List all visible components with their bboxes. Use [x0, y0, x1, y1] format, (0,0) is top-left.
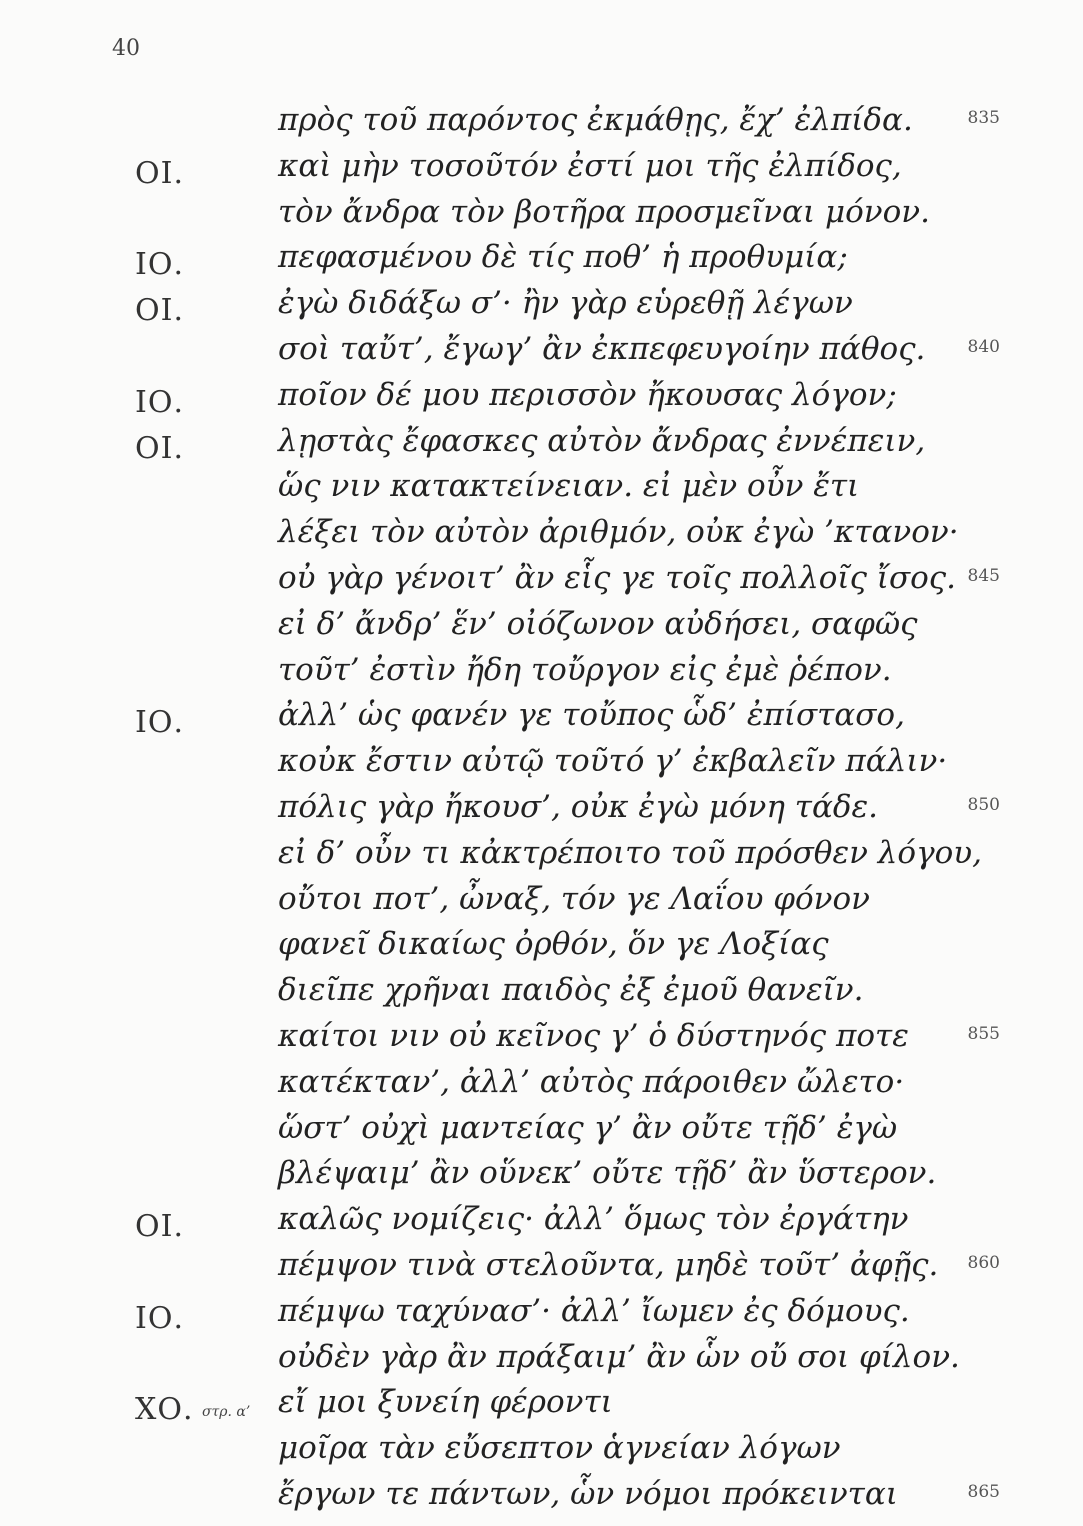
speaker-label: ΟΙ. — [135, 155, 184, 191]
verse-line: εἰ δ’ οὖν τι κἀκτρέποιτο τοῦ πρόσθεν λόγου, — [278, 834, 982, 871]
verse-line: οὐδὲν γὰρ ἂν πράξαιμ’ ἂν ὧν οὔ σοι φίλον. — [278, 1338, 960, 1375]
line-number: 855 — [967, 1024, 1000, 1044]
verse-line: οὔτοι ποτ’, ὦναξ, τόν γε Λαΐου φόνον — [278, 880, 871, 917]
verse-row — [0, 1382, 1083, 1434]
speaker-label: ΙΟ. — [135, 705, 184, 741]
speaker-label: ΙΟ. — [135, 1300, 184, 1336]
verse-row — [0, 329, 1083, 381]
verse-row — [0, 1062, 1083, 1114]
verse-row — [0, 1474, 1083, 1526]
verse-line: μοῖρα τὰν εὔσεπτον ἁγνείαν λόγων — [278, 1430, 841, 1467]
page-number: 40 — [112, 36, 140, 61]
verse-line: ὥστ’ οὐχὶ μαντείας γ’ ἂν οὔτε τῇδ’ ἐγὼ — [278, 1109, 898, 1146]
verse-line: πρὸς τοῦ παρόντος ἐκμάθῃς, ἔχ’ ἐλπίδα. — [278, 102, 913, 138]
line-number: 850 — [967, 795, 1000, 815]
verse-row — [0, 787, 1083, 839]
speaker-label: ΟΙ. — [135, 430, 184, 466]
speaker-label: ΙΟ. — [135, 384, 184, 420]
verse-line: βλέψαιμ’ ἂν οὕνεκ’ οὔτε τῇδ’ ἂν ὕστερον. — [278, 1155, 937, 1192]
verse-row — [0, 421, 1083, 473]
verse-row — [0, 1108, 1083, 1160]
meter-label: στρ. α’ — [202, 1404, 251, 1421]
speaker-label: ΙΟ. — [135, 247, 184, 283]
verse-row — [0, 237, 1083, 289]
verse-line: ὥς νιν κατακτείνειαν. εἰ μὲν οὖν ἔτι — [278, 468, 860, 505]
speaker-label: ΧΟ. — [135, 1392, 194, 1428]
verse-row — [0, 879, 1083, 931]
verse-line: πεφασμένου δὲ τίς ποθ’ ἡ προθυμία; — [278, 239, 848, 276]
verse-line: τοῦτ’ ἐστὶν ἤδη τοὔργον εἰς ἐμὲ ῥέπον. — [278, 651, 892, 688]
verse-line: καὶ μὴν τοσοῦτόν ἐστί μοι τῆς ἐλπίδος, — [278, 147, 902, 184]
verse-line: πόλις γὰρ ἤκουσ’, οὐκ ἐγὼ μόνη τάδε. — [278, 789, 879, 825]
verse-line: ἀλλ’ ὡς φανέν γε τοὔπος ὧδ’ ἐπίστασο, — [278, 697, 905, 734]
verse-row — [0, 375, 1083, 427]
line-number: 840 — [967, 337, 1000, 357]
verse-row — [0, 558, 1083, 610]
line-number: 860 — [967, 1253, 1000, 1273]
verse-row — [0, 650, 1083, 702]
speaker-label: ΟΙ. — [135, 293, 184, 329]
verse-row — [0, 1245, 1083, 1297]
verse-row — [0, 1428, 1083, 1480]
verse-row — [0, 283, 1083, 335]
verse-line: ἔργων τε πάντων, ὧν νόμοι πρόκεινται — [278, 1476, 898, 1512]
verse-line: φανεῖ δικαίως ὀρθόν, ὅν γε Λοξίας — [278, 926, 829, 963]
verse-line: κοὐκ ἔστιν αὐτῷ τοῦτό γ’ ἐκβαλεῖν πάλιν· — [278, 743, 948, 780]
verse-line: καλῶς νομίζεις· ἀλλ’ ὅμως τὸν ἐργάτην — [278, 1201, 909, 1238]
verse-row — [0, 1291, 1083, 1343]
verse-line: σοὶ ταὔτ’, ἔγωγ’ ἂν ἐκπεφευγοίην πάθος. — [278, 331, 926, 367]
verse-line: πέμψω ταχύνασ’· ἀλλ’ ἴωμεν ἐς δόμους. — [278, 1292, 910, 1329]
verse-row — [0, 695, 1083, 747]
line-number: 845 — [967, 566, 1000, 586]
verse-row — [0, 1153, 1083, 1205]
verse-row — [0, 192, 1083, 244]
verse-line: ποῖον δέ μου περισσὸν ἤκουσας λόγον; — [278, 376, 897, 413]
line-number: 835 — [967, 108, 1000, 128]
verse-line: ἐγὼ διδάξω σ’· ἢν γὰρ εὑρεθῇ λέγων — [278, 285, 853, 322]
verse-line: οὐ γὰρ γένοιτ’ ἂν εἷς γε τοῖς πολλοῖς ἴσος. — [278, 560, 956, 596]
verse-row — [0, 604, 1083, 656]
verse-row — [0, 512, 1083, 564]
verse-row — [0, 833, 1083, 885]
verse-row — [0, 1199, 1083, 1251]
verse-row — [0, 924, 1083, 976]
verse-row — [0, 1016, 1083, 1068]
verse-line: κατέκταν’, ἀλλ’ αὐτὸς πάροιθεν ὤλετο· — [278, 1063, 905, 1100]
verse-line: λῃστὰς ἔφασκες αὐτὸν ἄνδρας ἐννέπειν, — [278, 422, 926, 459]
verse-row — [0, 146, 1083, 198]
verse-row — [0, 741, 1083, 793]
verse-line: εἴ μοι ξυνείη φέροντι — [278, 1384, 613, 1421]
verse-row — [0, 1337, 1083, 1389]
verse-row — [0, 466, 1083, 518]
speaker-label: ΟΙ. — [135, 1209, 184, 1245]
verse-line: καίτοι νιν οὐ κεῖνος γ’ ὁ δύστηνός ποτε — [278, 1018, 909, 1054]
verse-row — [0, 970, 1083, 1022]
verse-line: τὸν ἄνδρα τὸν βοτῆρα προσμεῖναι μόνον. — [278, 193, 930, 230]
verse-line: λέξει τὸν αὐτὸν ἀριθμόν, οὐκ ἐγὼ ’κτανον· — [278, 514, 959, 551]
verse-line: διεῖπε χρῆναι παιδὸς ἐξ ἐμοῦ θανεῖν. — [278, 972, 864, 1009]
verse-row — [0, 100, 1083, 152]
verse-line: εἰ δ’ ἄνδρ’ ἕν’ οἰόζωνον αὐδήσει, σαφῶς — [278, 605, 918, 642]
line-number: 865 — [967, 1482, 1000, 1502]
verse-line: πέμψον τινὰ στελοῦντα, μηδὲ τοῦτ’ ἀφῇς. — [278, 1247, 939, 1283]
